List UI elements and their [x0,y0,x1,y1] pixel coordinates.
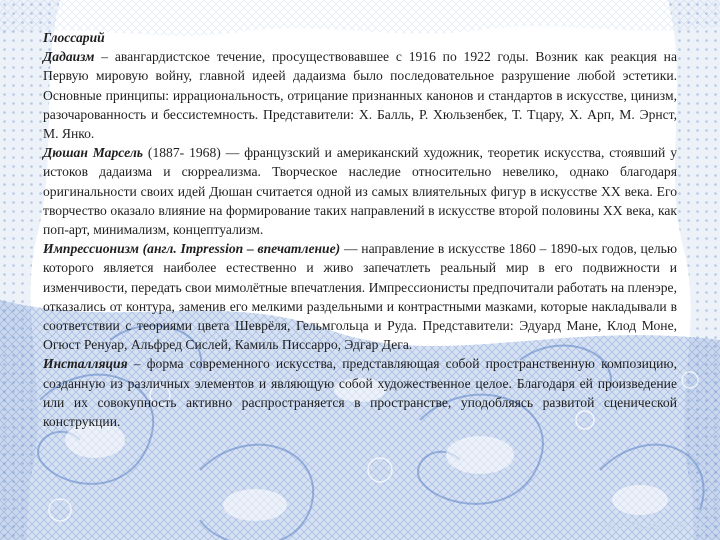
definition-dadaism: – авангардистское течение, просуществовавшее с 1916 по 1922 годы. Возник как реакция на Первую мировую войну, главной идеей дадаизма было последовательное разрушение любой эстетики. Основные принципы: иррациональность, отрицание признанных канонов и стандартов в искусстве, цинизм, разочарованность и бессистемность. Представители: Х. Балль, Р. Хюльзенбек, Т. Тцару, Х. Арп, М. Эрнст, М. Янко. [43,49,677,142]
term-dadaism: Дадаизм [43,49,95,65]
definition-duchamp: (1887- 1968) — французский и американский художник, теоретик искусства, стоявший у истоков дадаизма и сюрреализма. Творческое наследие относительно невелико, однако благодаря оригинальности своих идей Дюшан считается одной из самых влиятельных фигур в искусстве XX века. Его творчество оказало влияние на формирование таких направлений в искусстве второй половины XX века, как поп-арт, минимализм, концептуализм. [43,145,677,238]
definition-impressionism: — направление в искусстве 1860 – 1890-ых годов, целью которого является наиболее естественно и живо запечатлеть реальный мир в его подвижности и изменчивости, передать свои мимолётные впечатления. Импрессионисты предпочитали работать на пленэре, отказались от контура, заменив его мелкими раздельными и контрастными мазками, которые накладывали в соответствии с теориями цвета Шеврёля, Гельмгольца и Руда. Представители: Эдуард Мане, Клод Моне, Огюст Ренуар, Альфред Сислей, Камиль Писсарро, Эдгар Дега. [43,241,678,353]
site-watermark: http://fs.docslide.ru [603,520,702,532]
term-installation: Инсталляция [43,356,128,372]
entry-dadaism [43,47,677,143]
entry-impressionism [43,239,677,354]
glossary-heading: Глоссарий [43,30,105,45]
term-duchamp: Дюшан Марсель [43,145,144,161]
definition-installation: – форма современного искусства, представляющая собой пространственную композицию, созданную из различных элементов и являющую собой художественное целое. Благодаря ей произведение или их совокупность активно распространяется в пространстве, уподобляясь развитой сценической конструкции. [43,356,677,430]
term-impressionism: Импрессионизм (англ. Impression – впечатление) [43,241,341,257]
glossary-text [43,28,677,431]
entry-installation [43,354,677,431]
entry-duchamp [43,143,677,239]
